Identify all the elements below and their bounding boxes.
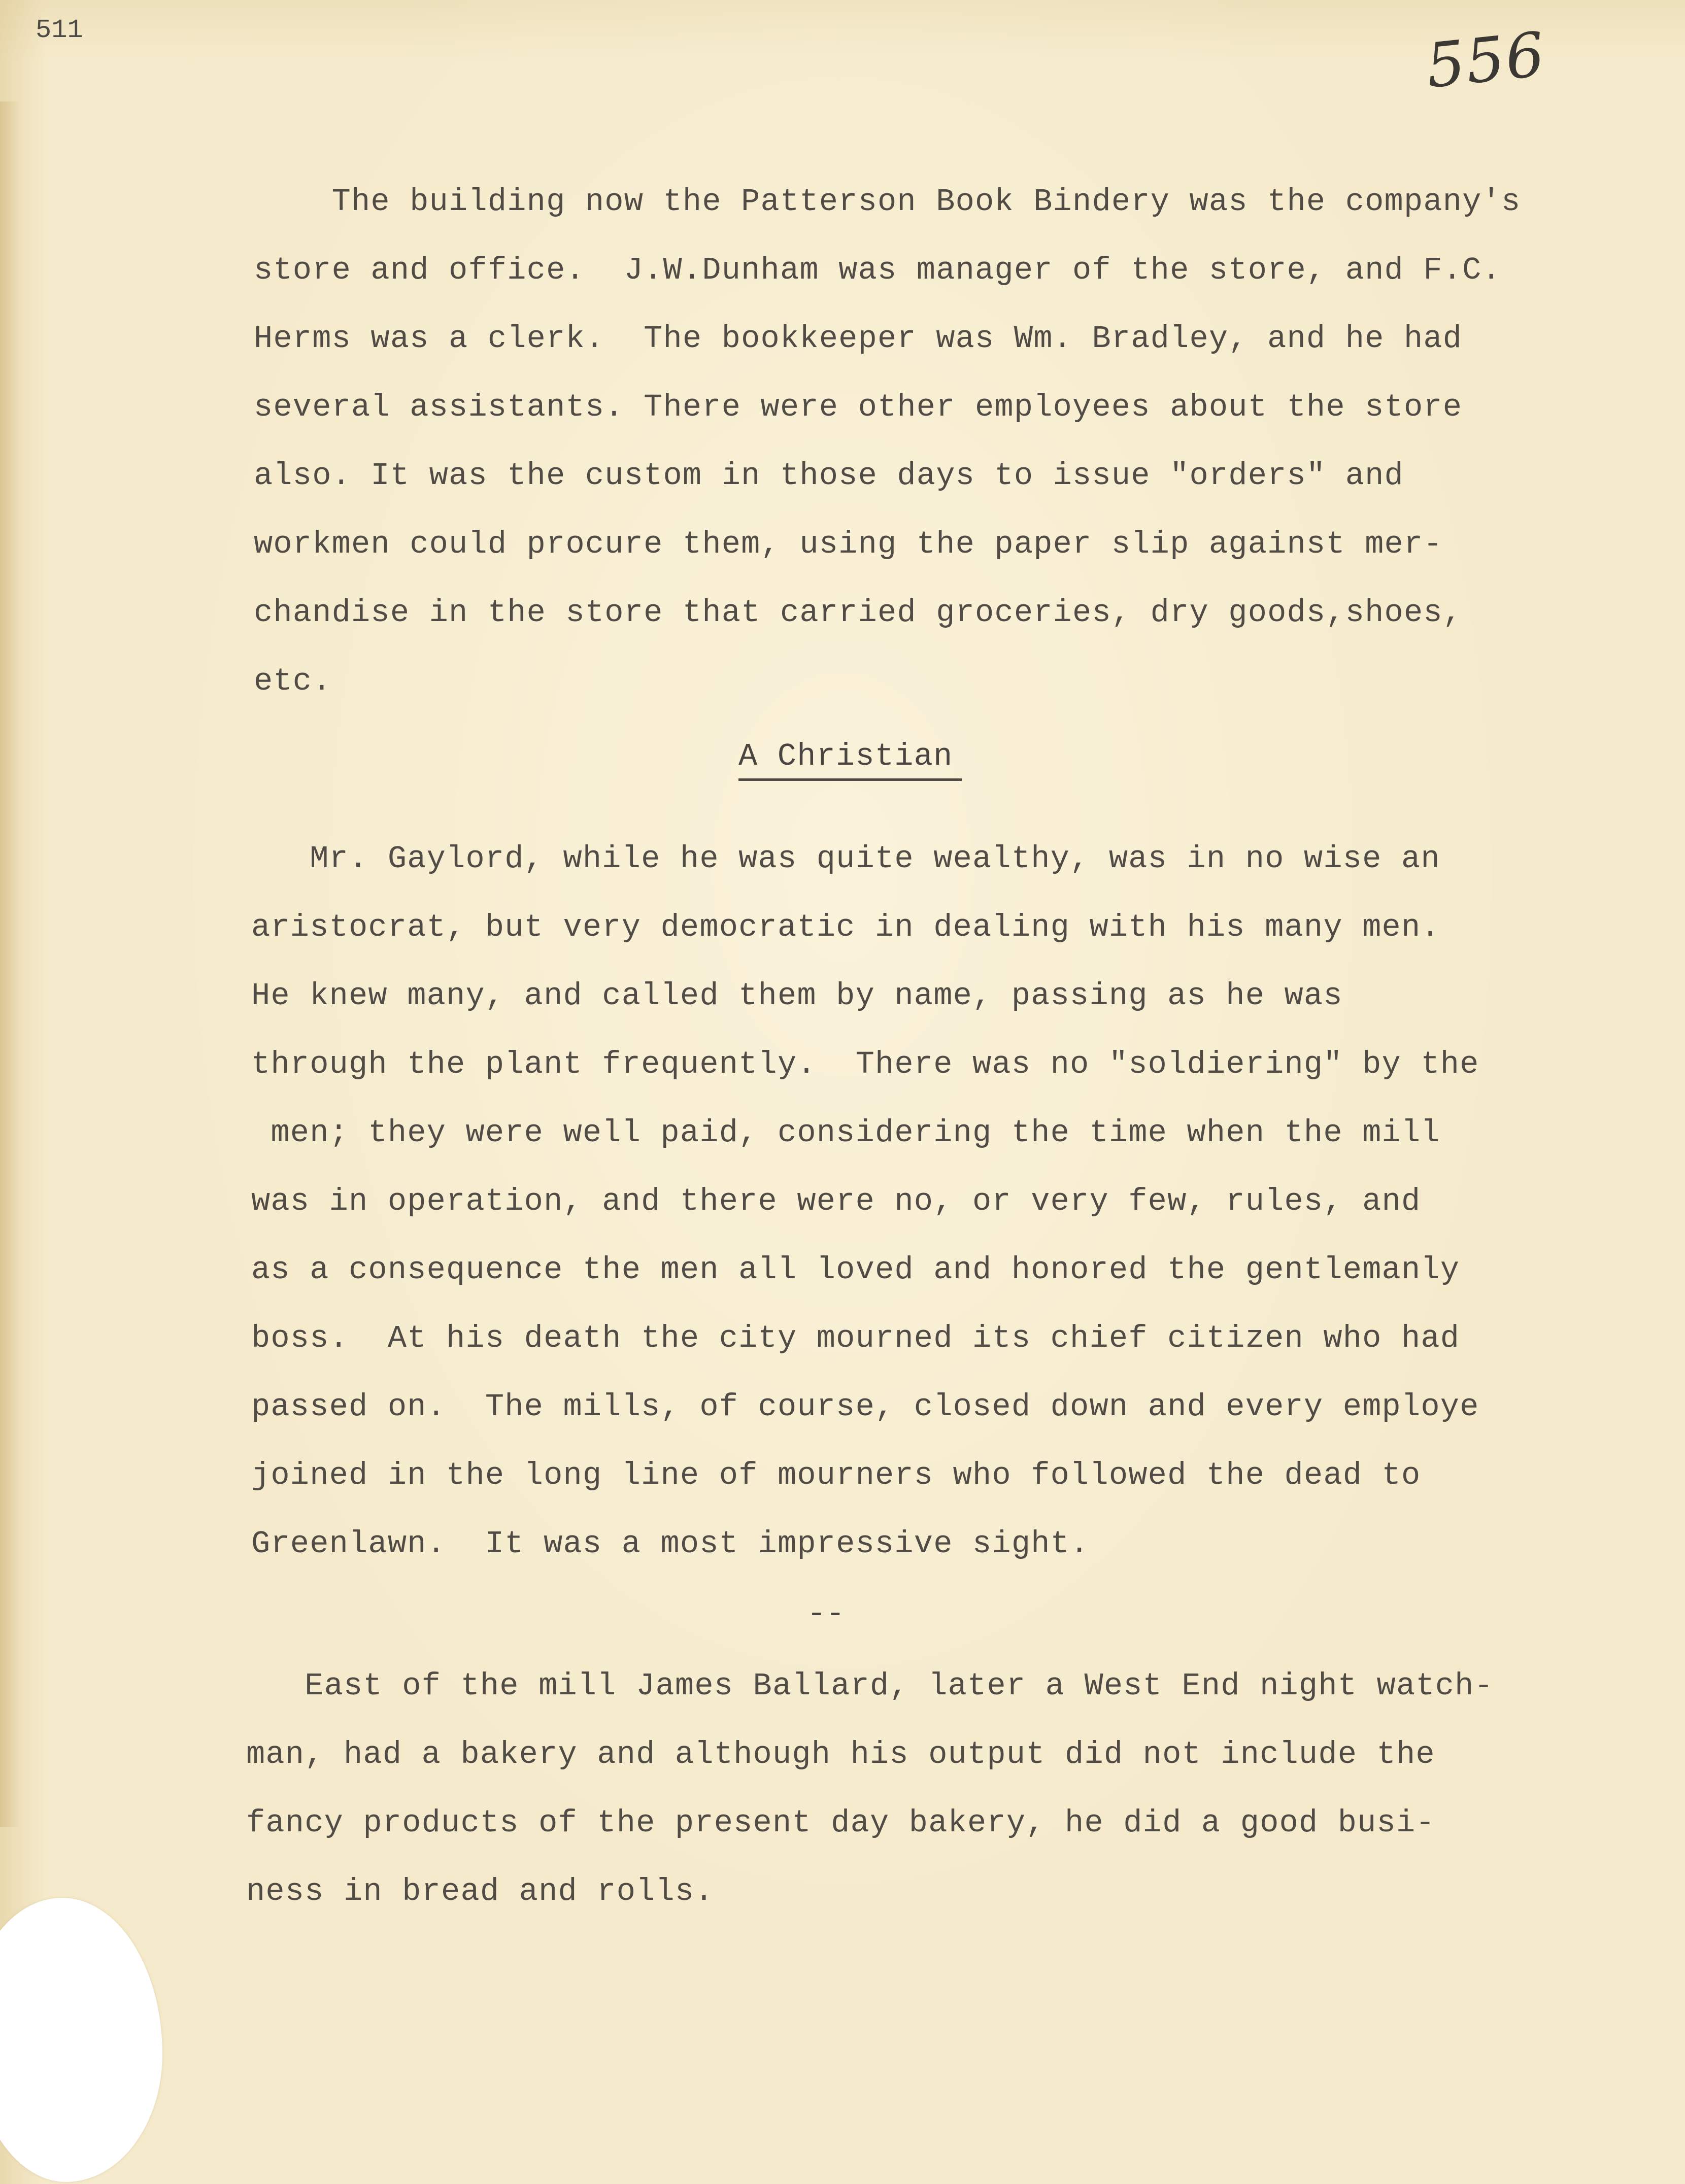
paragraph-line: through the plant frequently. There was no "soldiering" by the: [251, 1046, 1479, 1082]
paragraph-line: aristocrat, but very democratic in dealing with his many men.: [251, 909, 1440, 945]
paragraph-line: also. It was the custom in those days to issue "orders" and: [254, 458, 1404, 494]
paragraph-line: He knew many, and called them by name, passing as he was: [251, 978, 1343, 1014]
handwritten-page-number: 556: [1423, 19, 1549, 102]
paper-stain: [0, 101, 20, 1827]
paragraph-line: was in operation, and there were no, or very few, rules, and: [251, 1183, 1421, 1219]
paragraph-line: boss. At his death the city mourned its chief citizen who had: [251, 1320, 1460, 1356]
paragraph-line: etc.: [254, 663, 332, 699]
paragraph-line: passed on. The mills, of course, closed down and every employe: [251, 1389, 1479, 1425]
paragraph-line: Mr. Gaylord, while he was quite wealthy, was in no wise an: [251, 841, 1440, 877]
page-number: 511: [36, 15, 83, 45]
section-separator: --: [807, 1596, 845, 1632]
paragraph-line: East of the mill James Ballard, later a West End night watch-: [246, 1668, 1494, 1704]
paragraph-line: ness in bread and rolls.: [246, 1873, 714, 1909]
paragraph-line: as a consequence the men all loved and honored the gentlemanly: [251, 1252, 1460, 1288]
paper-hole: [0, 1898, 162, 2182]
paragraph-line: men; they were well paid, considering the time when the mill: [251, 1115, 1440, 1151]
paragraph-line: workmen could procure them, using the paper slip against mer-: [254, 526, 1443, 562]
paragraph-line: Herms was a clerk. The bookkeeper was Wm. Bradley, and he had: [254, 321, 1463, 357]
paragraph-line: chandise in the store that carried groceries, dry goods,shoes,: [254, 595, 1463, 631]
paragraph-line: several assistants. There were other employees about the store: [254, 389, 1463, 425]
paragraph-line: The building now the Patterson Book Bindery was the company's: [254, 184, 1521, 220]
paragraph-line: Greenlawn. It was a most impressive sight.: [251, 1526, 1090, 1562]
paragraph-line: store and office. J.W.Dunham was manager of the store, and F.C.: [254, 252, 1501, 288]
paragraph-line: joined in the long line of mourners who followed the dead to: [251, 1457, 1421, 1493]
section-heading: A Christian: [738, 738, 953, 774]
paragraph-line: fancy products of the present day bakery, he did a good busi-: [246, 1805, 1435, 1841]
heading-underline: [738, 778, 962, 781]
paragraph-line: man, had a bakery and although his output did not include the: [246, 1736, 1435, 1772]
